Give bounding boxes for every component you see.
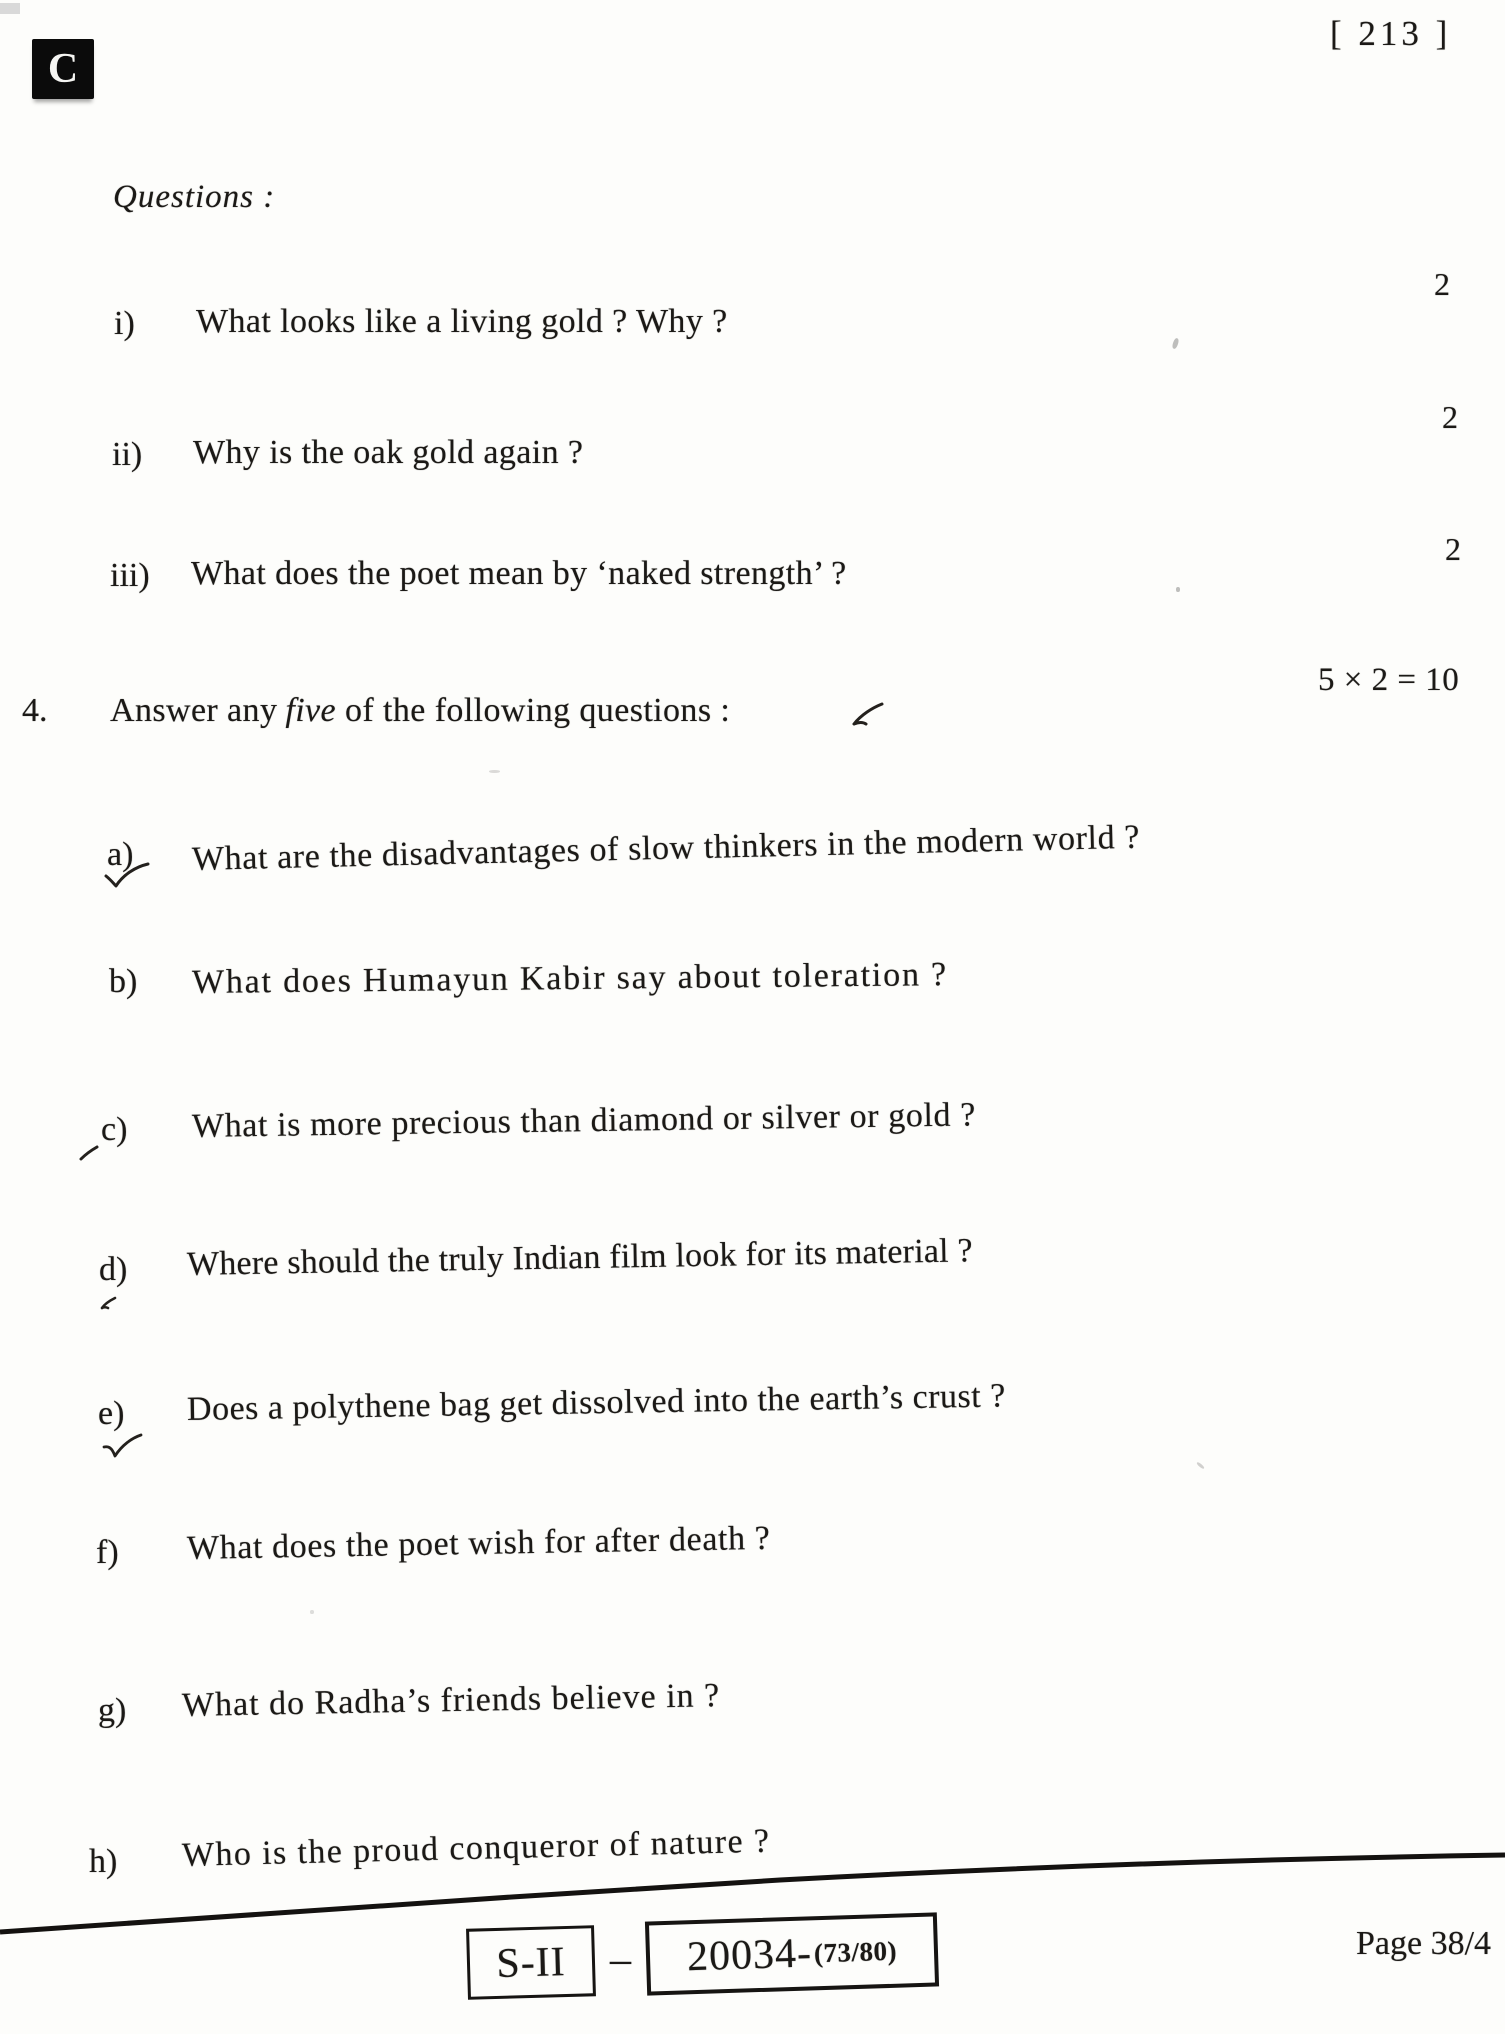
- marks-value: 2: [1434, 266, 1450, 302]
- letter-question-label: c): [101, 1111, 128, 1148]
- letter-question-label: f): [96, 1534, 119, 1571]
- questions-heading: Questions :: [113, 179, 276, 215]
- sub-question-text: Why is the oak gold again ?: [193, 434, 584, 471]
- page-number-top: [ 213 ]: [1330, 14, 1452, 53]
- question-4-text-before: Answer any: [110, 692, 278, 729]
- question-4-italic-word: five: [285, 692, 337, 729]
- letter-question-label: d): [99, 1251, 128, 1288]
- letter-question-text: Who is the proud conqueror of nature ?: [181, 1822, 771, 1874]
- letter-question-text: What are the disadvantages of slow thinkers in the modern world ?: [191, 818, 1141, 878]
- question-4-text-after: of the following questions :: [345, 692, 731, 729]
- scan-artifact-strip: [0, 3, 20, 14]
- pen-checkmark-icon: [103, 861, 151, 889]
- pen-squiggle-icon: [849, 700, 885, 730]
- letter-question-label: b): [109, 963, 138, 1000]
- question-4-text: [110, 692, 730, 730]
- pen-tick-icon: [78, 1144, 100, 1162]
- paper-code: 20034-: [686, 1930, 813, 1981]
- sub-question-text: What does the poet mean by ‘naked strength’ ?: [191, 555, 847, 592]
- scan-speckle: [1171, 337, 1179, 349]
- version-badge: [32, 39, 94, 99]
- scan-speckle: [489, 770, 500, 773]
- page-indicator: Page 38/4: [1356, 1925, 1492, 1962]
- letter-question-label: e): [98, 1395, 125, 1432]
- letter-question-text: What is more precious than diamond or silver or gold ?: [191, 1096, 977, 1145]
- paper-code-suffix: (73/80): [813, 1935, 898, 1968]
- paper-code-box: [645, 1912, 939, 1995]
- letter-question-text: Does a polythene bag get dissolved into the earth’s crust ?: [186, 1377, 1007, 1428]
- footer-separator: –: [610, 1937, 631, 1983]
- letter-question-text: What does Humayun Kabir say about toleration ?: [191, 956, 949, 1001]
- version-label: C: [47, 46, 79, 92]
- letter-question-label: h): [89, 1843, 118, 1880]
- series-code-box: [466, 1925, 596, 2000]
- sub-question-text: What looks like a living gold ? Why ?: [196, 303, 728, 340]
- letter-question-text: Where should the truly Indian film look for its material ?: [186, 1232, 974, 1283]
- scan-speckle: [1176, 587, 1180, 592]
- sub-question-label: ii): [112, 436, 143, 473]
- marks-formula: 5 × 2 = 10: [1318, 662, 1460, 698]
- letter-question-label: a): [107, 836, 134, 873]
- letter-question-text: What do Radha’s friends believe in ?: [181, 1677, 721, 1724]
- question-4-number: 4.: [22, 692, 48, 729]
- pen-checkmark-icon: [101, 1431, 145, 1461]
- scan-speckle: [1196, 1461, 1205, 1469]
- pen-tick-icon: [99, 1296, 119, 1311]
- letter-question-label: g): [98, 1692, 127, 1729]
- letter-question-text: What does the poet wish for after death ?: [186, 1519, 771, 1567]
- marks-value: 2: [1445, 531, 1461, 567]
- scan-speckle: [310, 1610, 314, 1614]
- series-code: S-II: [495, 1938, 567, 1987]
- marks-value: 2: [1442, 399, 1458, 435]
- sub-question-label: iii): [110, 557, 150, 594]
- sub-question-label: i): [114, 305, 135, 342]
